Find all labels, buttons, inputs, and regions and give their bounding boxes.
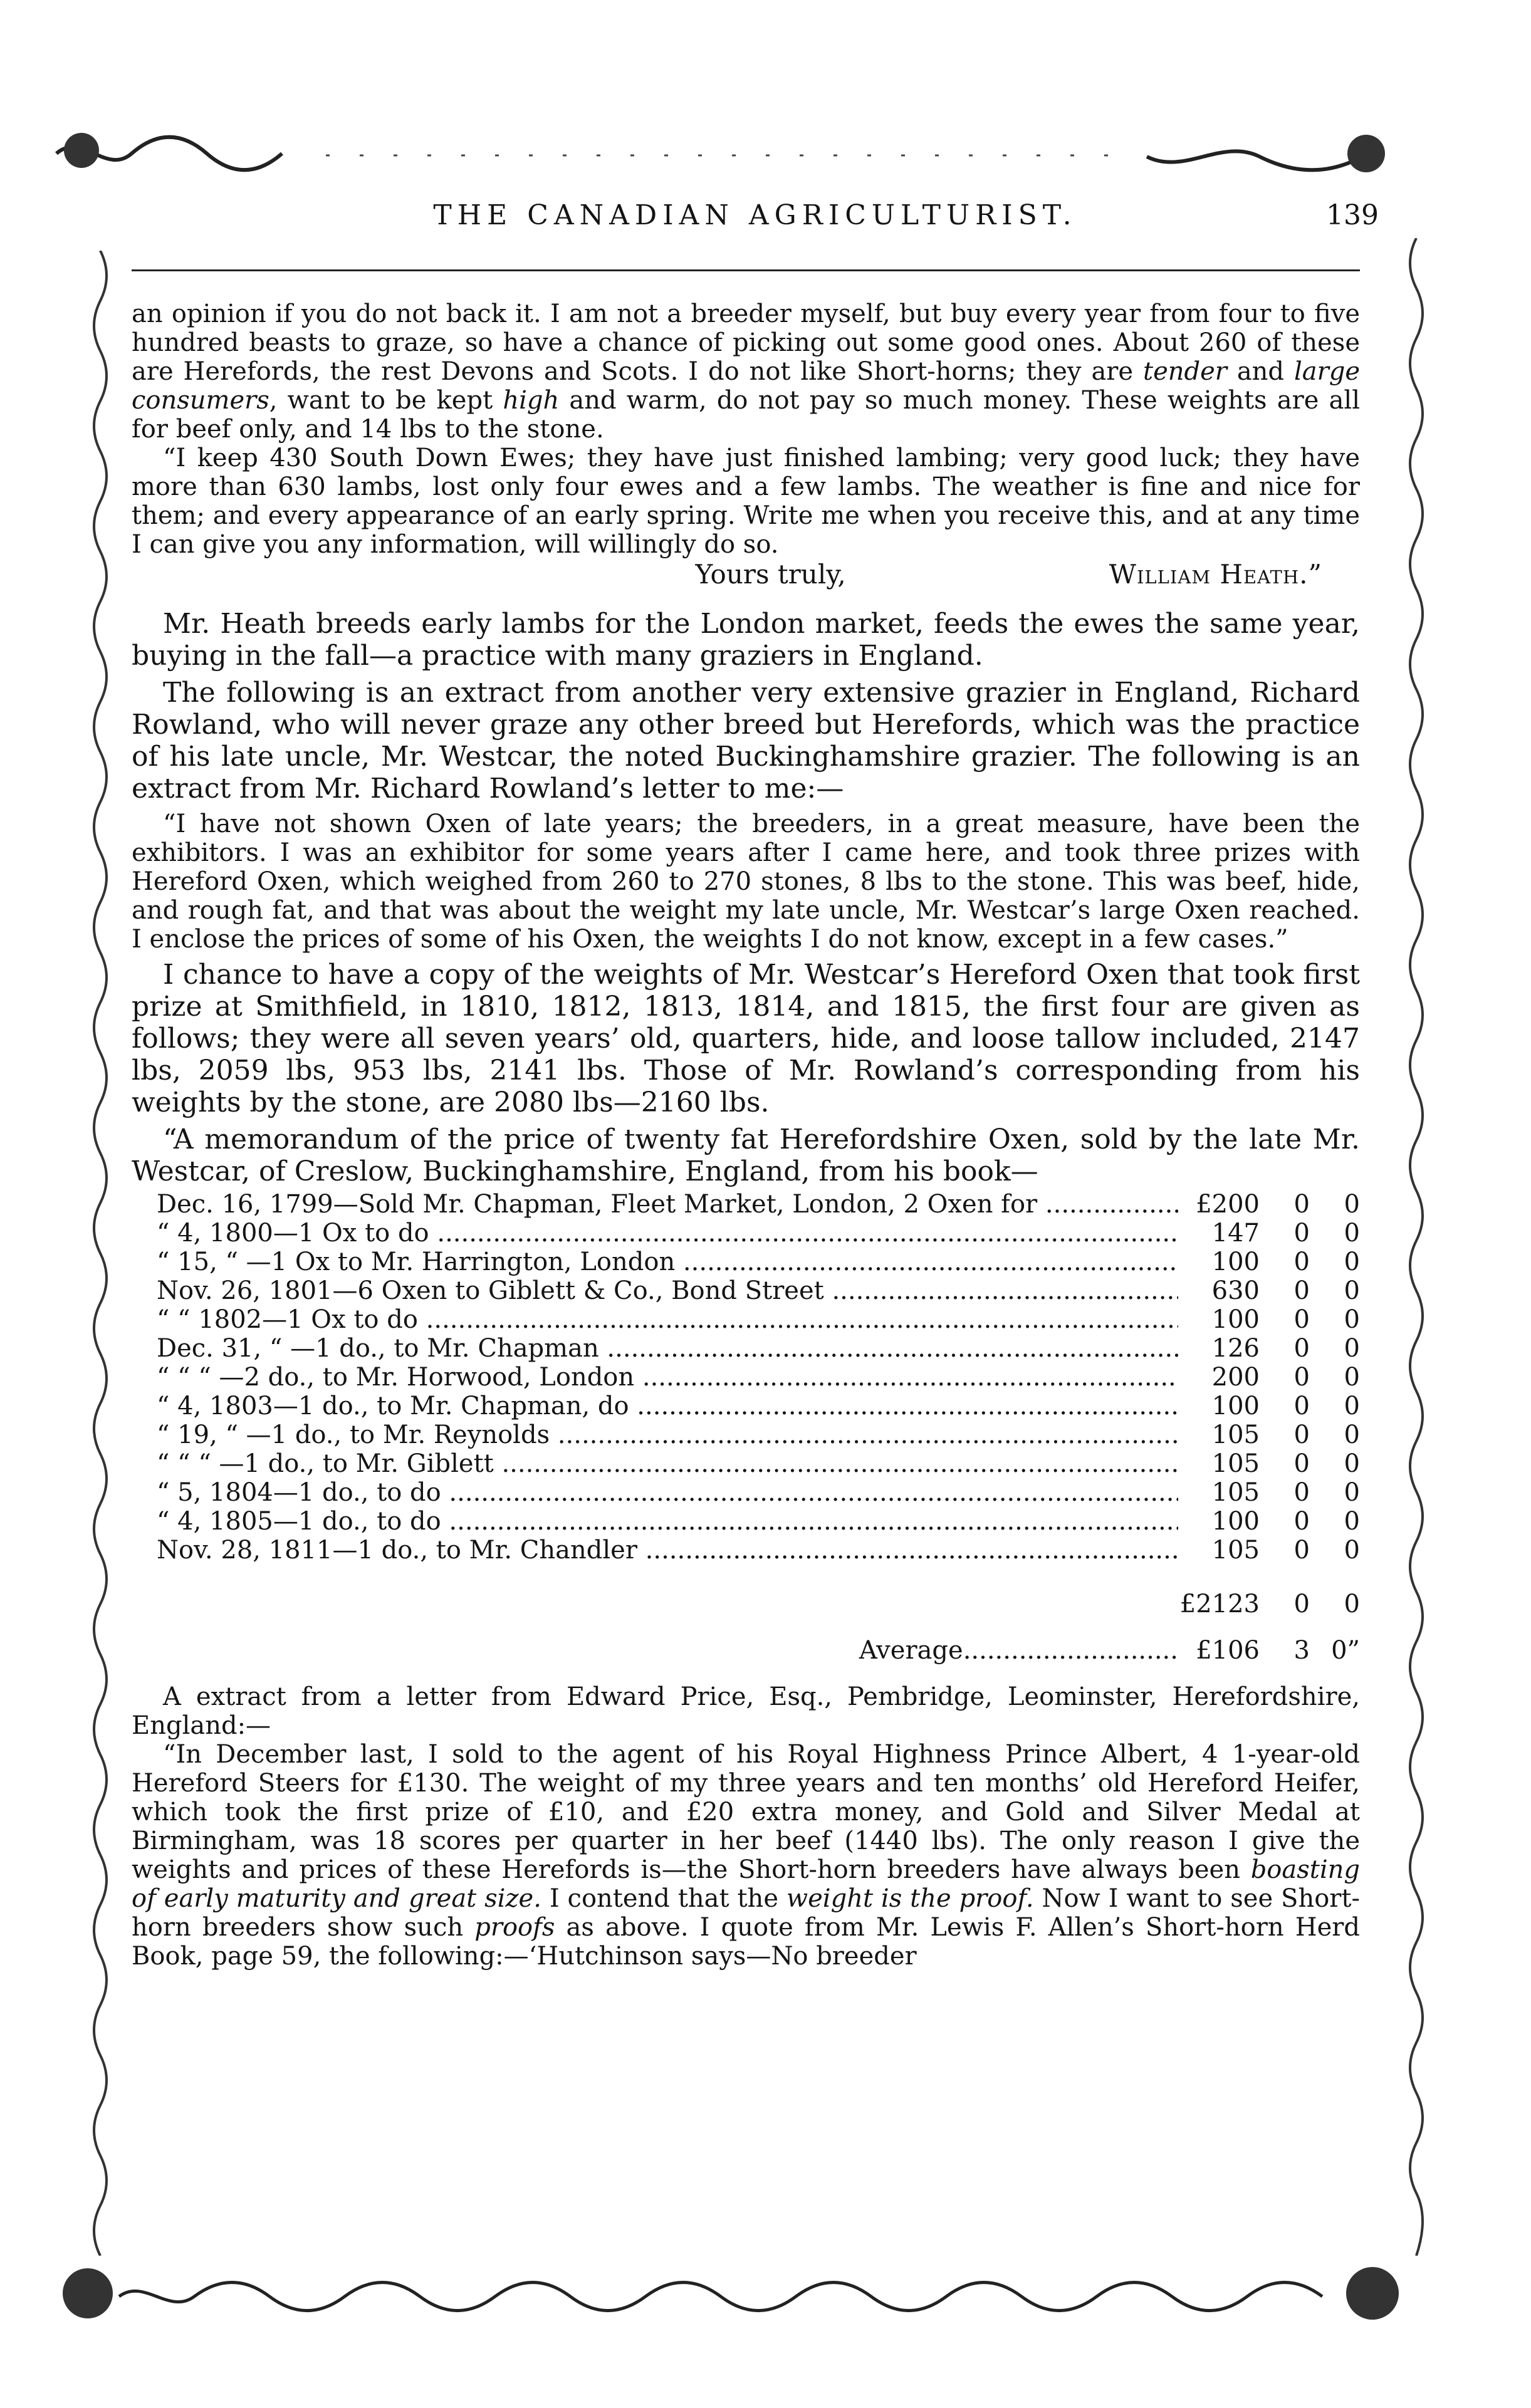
ledger-average-shillings: 3: [1293, 1636, 1310, 1665]
ledger-entry-shillings: 0: [1293, 1449, 1310, 1478]
price-ledger: [157, 1190, 1360, 1665]
top-ornament-border: [44, 125, 1416, 182]
ledger-entry-shillings: 0: [1293, 1219, 1310, 1248]
paragraph-rowland-intro: The following is an extract from another very extensive grazier in England, Richard Rowland, who will never graze any other breed but Herefords, which was the practice of his late uncle, Mr. Westcar, the noted Buckinghamshire grazier. The following is an extract from Mr. Richard Rowland’s letter to me:—: [132, 677, 1360, 805]
ledger-row: [157, 1276, 1360, 1305]
ledger-entry-shillings: 0: [1293, 1478, 1310, 1507]
ledger-entry-pence: 0: [1344, 1536, 1360, 1565]
ledger-entry-pounds: 105: [1211, 1449, 1260, 1478]
ledger-row: [157, 1507, 1360, 1536]
paragraph-ewes-letter: “I keep 430 South Down Ewes; they have just finished lambing; very good luck; they have more than 630 lambs, lost only four ewes and a few lambs. The weather is fine and nice for them; and every appearance of an early spring. Write me when you receive this, and at any time I can give you any information, will willingly do so.: [132, 444, 1360, 559]
ledger-entry-pounds: 630: [1211, 1276, 1260, 1305]
ledger-entry-description: “ 15, “ —1 Ox to Mr. Harrington, London .....: [157, 1248, 1178, 1276]
ledger-entry-pence: 0: [1344, 1276, 1360, 1305]
ledger-row: [157, 1478, 1360, 1507]
letter-closing: Yours truly,: [695, 559, 846, 590]
ledger-entry-shillings: 0: [1293, 1305, 1310, 1334]
ledger-entry-pounds: 100: [1211, 1392, 1260, 1420]
ledger-row: [157, 1305, 1360, 1334]
bottom-ornament-border: [38, 2262, 1416, 2331]
paragraph-price-letter: “In December last, I sold to the agent of his Royal Highness Prince Albert, 4 1-year-old Hereford Steers for £130. The weight of my three years and ten months’ old Hereford Heifer, which took the first prize of £10, and £20 extra money, and Gold and Silver Medal at Birmingham, was 18 scores per quarter in her beef (1440 lbs). The only reason I give the weights and prices of these Herefords is—the Short-horn breeders have always been boasting of early maturity and great size. I contend that the weight is the proof. Now I want to see Short-horn breeders show such proofs as above. I quote from Mr. Lewis F. Allen’s Short-horn Herd Book, page 59, the following:—‘Hutchinson says—No breeder: [132, 1740, 1360, 1971]
ledger-entry-description: “ 19, “ —1 do., to Mr. Reynolds .....: [157, 1420, 1178, 1449]
ledger-average-pence: 0”: [1331, 1636, 1360, 1665]
ledger-entry-pence: 0: [1344, 1363, 1360, 1392]
ledger-entry-pence: 0: [1344, 1334, 1360, 1363]
ledger-entry-pence: 0: [1344, 1449, 1360, 1478]
ledger-row: [157, 1363, 1360, 1392]
ledger-total-pounds: £2123: [1179, 1590, 1260, 1618]
paragraph-rowland-letter: “I have not shown Oxen of late years; the breeders, in a great measure, have been the exhibitors. I was an exhibitor for some years after I came here, and took three prizes with Hereford Oxen, which weighed from 260 to 270 stones, 8 lbs to the stone. This was beef, hide, and rough fat, and that was about the weight my late uncle, Mr. Westcar’s large Oxen reached. I enclose the prices of some of his Oxen, the weights I do not know, except in a few cases.”: [132, 810, 1360, 954]
ledger-entry-pounds: 200: [1211, 1363, 1260, 1392]
ledger-row: [157, 1392, 1360, 1420]
ledger-entry-pence: 0: [1344, 1305, 1360, 1334]
ledger-entry-shillings: 0: [1293, 1536, 1310, 1565]
ledger-entry-description: “ “ “ —2 do., to Mr. Horwood, London .....: [157, 1363, 1178, 1392]
ledger-entry-pounds: 105: [1211, 1536, 1260, 1565]
ledger-entry-description: “ “ “ —1 do., to Mr. Giblett .....: [157, 1449, 1178, 1478]
ledger-entry-shillings: 0: [1293, 1507, 1310, 1536]
ledger-entry-shillings: 0: [1293, 1248, 1310, 1276]
ledger-entry-pence: 0: [1344, 1420, 1360, 1449]
ledger-row: [157, 1219, 1360, 1248]
ledger-entry-shillings: 0: [1293, 1276, 1310, 1305]
ledger-entry-description: “ 4, 1800—1 Ox to do .....: [157, 1219, 1178, 1248]
paragraph-letter-continued: an opinion if you do not back it. I am not a breeder myself, but buy every year from four to five hundred beasts to graze, so have a chance of picking out some good ones. About 260 of these are Herefords, the rest Devons and Scots. I do not like Short-horns; they are tender and large consumers, want to be kept high and warm, do not pay so much money. These weights are all for beef only, and 14 lbs to the stone.: [132, 300, 1361, 444]
ledger-entry-shillings: 0: [1293, 1420, 1310, 1449]
ledger-total-shillings: 0: [1293, 1590, 1310, 1618]
article-body: [132, 300, 1360, 1971]
ledger-entry-description: “ 4, 1803—1 do., to Mr. Chapman, do .....: [157, 1392, 1178, 1420]
ledger-total-row: [157, 1590, 1360, 1618]
page-number: 139: [1326, 199, 1379, 231]
ledger-row: [157, 1449, 1360, 1478]
ledger-entry-shillings: 0: [1293, 1334, 1310, 1363]
ledger-entry-pence: 0: [1344, 1219, 1360, 1248]
ledger-row: [157, 1536, 1360, 1565]
ledger-total-pence: 0: [1344, 1590, 1360, 1618]
ledger-entry-description: Nov. 26, 1801—6 Oxen to Giblett & Co., Bond Street .....: [157, 1276, 1178, 1305]
ledger-entry-pounds: 100: [1211, 1305, 1260, 1334]
ledger-entry-description: Dec. 16, 1799—Sold Mr. Chapman, Fleet Market, London, 2 Oxen for .....: [157, 1190, 1178, 1219]
ledger-entry-shillings: 0: [1293, 1363, 1310, 1392]
ledger-average-row: [157, 1636, 1360, 1665]
ledger-row: [157, 1334, 1360, 1363]
ledger-entry-shillings: 0: [1293, 1190, 1310, 1219]
ledger-entry-pounds: 126: [1211, 1334, 1260, 1363]
right-ornament-border: [1398, 238, 1435, 2256]
paragraph-memorandum-intro: “A memorandum of the price of twenty fat Herefordshire Oxen, sold by the late Mr. Westcar, of Creslow, Buckinghamshire, England, from his book—: [132, 1123, 1360, 1187]
letter-signer: William Heath.”: [1109, 559, 1322, 590]
ledger-row: [157, 1190, 1360, 1219]
ledger-entry-description: Nov. 28, 1811—1 do., to Mr. Chandler .....: [157, 1536, 1178, 1565]
letter-signature: [132, 559, 1360, 590]
ledger-entry-pounds: 105: [1211, 1420, 1260, 1449]
ledger-entry-pounds: 100: [1211, 1507, 1260, 1536]
ledger-entry-pence: 0: [1344, 1248, 1360, 1276]
ledger-entry-pence: 0: [1344, 1507, 1360, 1536]
ledger-entry-description: “ 5, 1804—1 do., to do .....: [157, 1478, 1178, 1507]
ledger-entry-pence: 0: [1344, 1190, 1360, 1219]
header-rule: [132, 269, 1360, 271]
left-ornament-border: [81, 251, 119, 2256]
running-head: [132, 199, 1379, 249]
ledger-entry-pounds: 147: [1211, 1219, 1260, 1248]
ledger-entry-shillings: 0: [1293, 1392, 1310, 1420]
ledger-entry-description: “ “ 1802—1 Ox to do .....: [157, 1305, 1178, 1334]
ledger-entry-description: Dec. 31, “ —1 do., to Mr. Chapman .....: [157, 1334, 1178, 1363]
paragraph-westcar-weights: I chance to have a copy of the weights of Mr. Westcar’s Hereford Oxen that took first prize at Smithfield, in 1810, 1812, 1813, 1814, and 1815, the first four are given as follows; they were all seven years’ old, quarters, hide, and loose tallow included, 2147 lbs, 2059 lbs, 953 lbs, 2141 lbs. Those of Mr. Rowland’s corresponding from his weights by the stone, are 2080 lbs—2160 lbs.: [132, 959, 1360, 1118]
ledger-row: [157, 1248, 1360, 1276]
ledger-average-label: Average...........................: [859, 1636, 1178, 1665]
ledger-entry-pounds: 105: [1211, 1478, 1260, 1507]
ledger-row: [157, 1420, 1360, 1449]
paragraph-heath-lambs: Mr. Heath breeds early lambs for the London market, feeds the ewes the same year, buying in the fall—a practice with many graziers in England.: [132, 608, 1360, 672]
ledger-entry-pence: 0: [1344, 1478, 1360, 1507]
running-title: THE CANADIAN AGRICULTURIST.: [433, 199, 1077, 231]
paragraph-price-intro: A extract from a letter from Edward Price, Esq., Pembridge, Leominster, Herefordshire, England:—: [132, 1682, 1360, 1740]
ledger-entry-pounds: £200: [1196, 1190, 1260, 1219]
ledger-entry-pence: 0: [1344, 1392, 1360, 1420]
ledger-entry-pounds: 100: [1211, 1248, 1260, 1276]
ledger-average-pounds: £106: [1196, 1636, 1260, 1665]
ledger-entry-description: “ 4, 1805—1 do., to do .....: [157, 1507, 1178, 1536]
